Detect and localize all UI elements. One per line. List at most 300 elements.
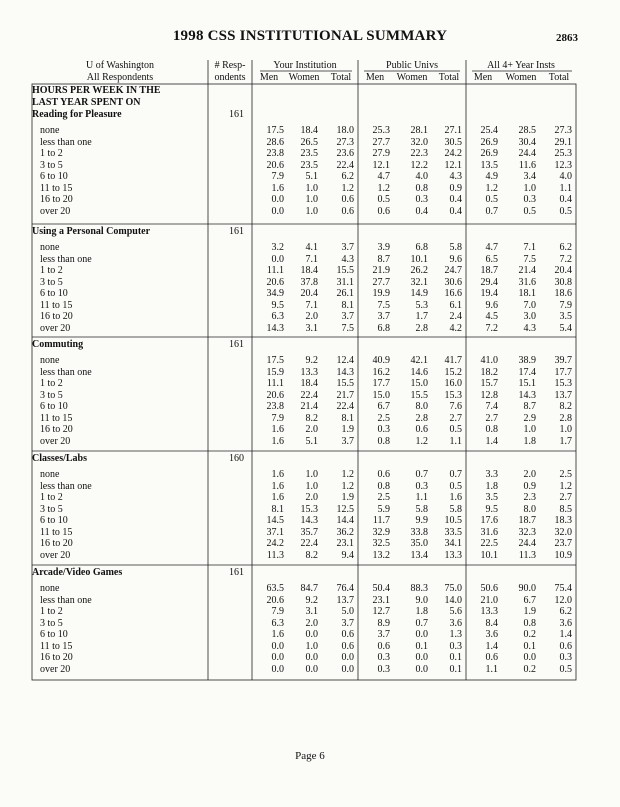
table-cell: 19.4 xyxy=(480,288,498,299)
table-cell: 5.8 xyxy=(415,503,428,515)
table-cell: 0.5 xyxy=(559,205,572,217)
table-cell: 3.7 xyxy=(377,629,390,640)
table-cell: 3.7 xyxy=(341,242,354,253)
table-cell: 34.9 xyxy=(266,288,284,299)
table-cell: 1.0 xyxy=(305,205,318,217)
table-cell: 3.6 xyxy=(559,617,572,629)
table-cell: 0.7 xyxy=(415,617,428,629)
table-cell: 37.8 xyxy=(300,276,318,288)
table-cell: 0.0 xyxy=(271,663,284,675)
table-cell: 12.1 xyxy=(444,159,462,171)
row-label: none xyxy=(40,355,60,366)
table-cell: 1.2 xyxy=(341,480,354,492)
section-title: Commuting xyxy=(32,339,84,350)
section-title: Reading for Pleasure xyxy=(32,109,122,120)
table-cell: 33.5 xyxy=(444,526,462,538)
table-cell: 9.5 xyxy=(271,299,284,311)
table-cell: 4.3 xyxy=(341,253,354,265)
table-cell: 0.0 xyxy=(523,652,536,663)
row-label: 11 to 15 xyxy=(40,640,73,652)
table-cell: 20.6 xyxy=(266,594,284,606)
table-cell: 9.5 xyxy=(485,503,498,515)
table-cell: 14.9 xyxy=(410,288,428,299)
table-cell: 1.8 xyxy=(415,606,428,617)
table-cell: 31.1 xyxy=(336,276,354,288)
table-cell: 18.7 xyxy=(518,515,536,526)
table-cell: 30.5 xyxy=(444,136,462,148)
table-cell: 0.5 xyxy=(559,663,572,675)
row-label: over 20 xyxy=(40,435,71,447)
table-cell: 17.7 xyxy=(372,378,390,389)
table-cell: 36.2 xyxy=(336,526,354,538)
table-cell: 8.1 xyxy=(271,503,284,515)
page-title: 1998 CSS INSTITUTIONAL SUMMARY xyxy=(172,28,448,44)
table-cell: 7.6 xyxy=(449,401,462,412)
table-cell: 2.9 xyxy=(523,412,536,424)
table-cell: 14.5 xyxy=(266,515,284,526)
table-cell: 18.4 xyxy=(300,125,318,136)
table-cell: 23.5 xyxy=(300,148,318,159)
table-cell: 0.3 xyxy=(415,194,428,205)
table-cell: 1.6 xyxy=(271,629,284,640)
table-cell: 0.6 xyxy=(341,629,354,640)
table-cell: 8.1 xyxy=(341,412,354,424)
table-cell: 30.6 xyxy=(444,276,462,288)
table-cell: 3.3 xyxy=(485,469,498,480)
row-label: over 20 xyxy=(40,205,71,217)
table-cell: 0.3 xyxy=(377,424,390,435)
table-cell: 0.2 xyxy=(523,629,536,640)
table-cell: 3.7 xyxy=(341,311,354,322)
table-cell: 13.3 xyxy=(444,549,462,561)
table-cell: 15.1 xyxy=(518,378,536,389)
table-cell: 25.3 xyxy=(372,125,390,136)
top-heading-line-2: LAST YEAR SPENT ON xyxy=(32,97,141,108)
table-cell: 14.4 xyxy=(336,515,354,526)
subcol-total: Total xyxy=(438,72,460,83)
table-cell: 7.9 xyxy=(559,299,572,311)
table-cell: 16.0 xyxy=(444,378,462,389)
table-cell: 15.2 xyxy=(444,366,462,378)
table-cell: 2.8 xyxy=(415,322,428,334)
table-cell: 50.6 xyxy=(480,583,498,594)
table-cell: 7.2 xyxy=(485,322,498,334)
table-cell: 22.5 xyxy=(480,538,498,549)
row-label: 3 to 5 xyxy=(40,503,63,515)
table-cell: 7.1 xyxy=(523,242,536,253)
table-cell: 16.6 xyxy=(444,288,462,299)
table-cell: 15.9 xyxy=(266,366,284,378)
table-cell: 33.8 xyxy=(410,526,428,538)
table-cell: 3.7 xyxy=(341,617,354,629)
table-cell: 0.3 xyxy=(377,652,390,663)
table-cell: 0.5 xyxy=(449,480,462,492)
table-cell: 0.5 xyxy=(449,424,462,435)
table-cell: 2.7 xyxy=(449,412,462,424)
table-cell: 14.3 xyxy=(300,515,318,526)
table-cell: 8.2 xyxy=(559,401,572,412)
subcol-women: Women xyxy=(505,72,537,83)
table-cell: 20.6 xyxy=(266,159,284,171)
table-cell: 15.3 xyxy=(554,378,572,389)
table-cell: 22.4 xyxy=(336,159,354,171)
table-cell: 18.2 xyxy=(480,366,498,378)
table-cell: 3.4 xyxy=(523,171,536,182)
table-cell: 12.8 xyxy=(480,389,498,401)
table-cell: 3.2 xyxy=(271,242,284,253)
table-cell: 1.4 xyxy=(485,435,498,447)
row-label: less than one xyxy=(40,594,92,606)
group-your-institution: Your Institution xyxy=(273,60,337,71)
table-cell: 13.2 xyxy=(372,549,390,561)
table-cell: 31.6 xyxy=(480,526,498,538)
table-cell: 1.0 xyxy=(523,182,536,194)
table-cell: 1.9 xyxy=(523,606,536,617)
table-cell: 11.1 xyxy=(266,265,284,276)
table-cell: 17.7 xyxy=(554,366,572,378)
table-cell: 18.4 xyxy=(300,265,318,276)
table-cell: 0.4 xyxy=(449,205,462,217)
table-cell: 28.5 xyxy=(518,125,536,136)
table-cell: 21.9 xyxy=(372,265,390,276)
table-cell: 8.2 xyxy=(305,549,318,561)
row-label: over 20 xyxy=(40,549,71,561)
table-cell: 1.7 xyxy=(415,311,428,322)
table-cell: 7.5 xyxy=(341,322,354,334)
table-cell: 0.1 xyxy=(415,640,428,652)
table-cell: 0.6 xyxy=(377,640,390,652)
table-cell: 0.1 xyxy=(523,640,536,652)
table-cell: 0.4 xyxy=(415,205,428,217)
table-cell: 0.0 xyxy=(415,652,428,663)
table-cell: 0.0 xyxy=(341,652,354,663)
table-cell: 10.9 xyxy=(554,549,572,561)
table-cell: 8.2 xyxy=(305,412,318,424)
table-cell: 31.6 xyxy=(518,276,536,288)
row-label: 3 to 5 xyxy=(40,389,63,401)
table-cell: 1.2 xyxy=(485,182,498,194)
section-title: Arcade/Video Games xyxy=(32,567,123,578)
table-cell: 0.0 xyxy=(271,253,284,265)
table-cell: 0.0 xyxy=(271,205,284,217)
table-cell: 23.6 xyxy=(336,148,354,159)
section-respondents: 161 xyxy=(229,226,244,237)
table-cell: 1.6 xyxy=(271,182,284,194)
resp-col-header-1: # Resp- xyxy=(214,60,246,71)
table-cell: 4.3 xyxy=(523,322,536,334)
table-cell: 2.8 xyxy=(559,412,572,424)
table-cell: 4.7 xyxy=(485,242,498,253)
table-cell: 23.1 xyxy=(336,538,354,549)
table-cell: 11.3 xyxy=(518,549,536,561)
table-cell: 8.7 xyxy=(377,253,390,265)
table-cell: 4.5 xyxy=(485,311,498,322)
table-cell: 9.6 xyxy=(485,299,498,311)
table-cell: 0.8 xyxy=(415,182,428,194)
table-cell: 18.1 xyxy=(518,288,536,299)
table-cell: 1.6 xyxy=(271,469,284,480)
table-cell: 32.5 xyxy=(372,538,390,549)
table-cell: 0.3 xyxy=(449,640,462,652)
page-footer: Page 6 xyxy=(295,750,325,762)
table-cell: 0.5 xyxy=(485,194,498,205)
table-cell: 4.2 xyxy=(449,322,462,334)
table-cell: 26.2 xyxy=(410,265,428,276)
table-cell: 15.0 xyxy=(372,389,390,401)
table-cell: 0.7 xyxy=(449,469,462,480)
table-cell: 5.8 xyxy=(449,503,462,515)
table-cell: 3.7 xyxy=(377,311,390,322)
table-cell: 11.3 xyxy=(266,549,284,561)
table-cell: 9.9 xyxy=(415,515,428,526)
table-cell: 6.7 xyxy=(523,594,536,606)
table-cell: 14.3 xyxy=(518,389,536,401)
row-label: 16 to 20 xyxy=(40,424,73,435)
table-cell: 25.3 xyxy=(554,148,572,159)
table-cell: 37.1 xyxy=(266,526,284,538)
table-cell: 5.0 xyxy=(341,606,354,617)
table-cell: 3.0 xyxy=(523,311,536,322)
table-cell: 76.4 xyxy=(336,583,354,594)
table-cell: 0.6 xyxy=(341,194,354,205)
table-cell: 0.8 xyxy=(523,617,536,629)
table-cell: 0.9 xyxy=(449,182,462,194)
table-cell: 28.6 xyxy=(266,136,284,148)
table-cell: 29.1 xyxy=(554,136,572,148)
table-cell: 41.0 xyxy=(480,355,498,366)
table-cell: 26.9 xyxy=(480,148,498,159)
table-cell: 0.0 xyxy=(305,629,318,640)
table-cell: 4.0 xyxy=(559,171,572,182)
table-cell: 7.9 xyxy=(271,606,284,617)
table-cell: 23.1 xyxy=(372,594,390,606)
table-cell: 6.7 xyxy=(377,401,390,412)
row-label: 1 to 2 xyxy=(40,265,63,276)
table-cell: 3.5 xyxy=(559,311,572,322)
table-cell: 5.1 xyxy=(305,435,318,447)
table-cell: 1.6 xyxy=(271,492,284,503)
table-cell: 1.1 xyxy=(559,182,572,194)
table-cell: 6.2 xyxy=(559,606,572,617)
table-cell: 1.4 xyxy=(485,640,498,652)
table-cell: 34.1 xyxy=(444,538,462,549)
table-cell: 0.6 xyxy=(559,640,572,652)
subcol-women: Women xyxy=(396,72,428,83)
table-cell: 7.2 xyxy=(559,253,572,265)
table-cell: 40.9 xyxy=(372,355,390,366)
table-cell: 0.6 xyxy=(341,205,354,217)
table-cell: 38.9 xyxy=(518,355,536,366)
table-cell: 14.3 xyxy=(266,322,284,334)
row-label: 3 to 5 xyxy=(40,276,63,288)
table-cell: 17.5 xyxy=(266,125,284,136)
institution-name: U of Washington xyxy=(86,60,154,71)
table-cell: 1.2 xyxy=(341,469,354,480)
table-cell: 1.6 xyxy=(271,424,284,435)
table-cell: 3.6 xyxy=(485,629,498,640)
table-cell: 75.4 xyxy=(554,583,572,594)
row-label: 16 to 20 xyxy=(40,652,73,663)
table-cell: 1.7 xyxy=(559,435,572,447)
table-cell: 1.2 xyxy=(377,182,390,194)
row-label: 11 to 15 xyxy=(40,526,73,538)
section-respondents: 160 xyxy=(229,453,244,464)
table-cell: 3.1 xyxy=(305,606,318,617)
table-cell: 6.3 xyxy=(271,617,284,629)
table-cell: 4.7 xyxy=(377,171,390,182)
table-cell: 6.2 xyxy=(559,242,572,253)
table-cell: 26.5 xyxy=(300,136,318,148)
group-all-4yr: All 4+ Year Insts xyxy=(487,60,555,71)
table-cell: 8.1 xyxy=(341,299,354,311)
table-cell: 29.4 xyxy=(480,276,498,288)
table-cell: 3.7 xyxy=(341,435,354,447)
table-cell: 24.4 xyxy=(518,538,536,549)
table-cell: 20.4 xyxy=(554,265,572,276)
row-label: 1 to 2 xyxy=(40,378,63,389)
table-cell: 15.3 xyxy=(300,503,318,515)
table-cell: 2.0 xyxy=(305,617,318,629)
table-cell: 1.6 xyxy=(449,492,462,503)
table-cell: 24.2 xyxy=(266,538,284,549)
table-cell: 0.3 xyxy=(415,480,428,492)
table-cell: 2.3 xyxy=(523,492,536,503)
row-label: less than one xyxy=(40,253,92,265)
table-cell: 1.0 xyxy=(305,469,318,480)
table-cell: 12.3 xyxy=(554,159,572,171)
table-cell: 1.2 xyxy=(559,480,572,492)
table-cell: 0.9 xyxy=(523,480,536,492)
table-cell: 75.0 xyxy=(444,583,462,594)
table-cell: 20.6 xyxy=(266,389,284,401)
table-cell: 32.0 xyxy=(410,136,428,148)
section-respondents: 161 xyxy=(229,339,244,350)
table-cell: 0.2 xyxy=(523,663,536,675)
table-cell: 15.5 xyxy=(410,389,428,401)
table-cell: 8.7 xyxy=(523,401,536,412)
subcol-total: Total xyxy=(548,72,570,83)
respondents-group: All Respondents xyxy=(86,72,154,83)
table-cell: 1.4 xyxy=(559,629,572,640)
row-label: 1 to 2 xyxy=(40,148,63,159)
table-cell: 19.9 xyxy=(372,288,390,299)
table-cell: 10.1 xyxy=(480,549,498,561)
row-label: 11 to 15 xyxy=(40,182,73,194)
table-cell: 6.8 xyxy=(415,242,428,253)
table-cell: 16.2 xyxy=(372,366,390,378)
table-cell: 18.6 xyxy=(554,288,572,299)
table-cell: 23.8 xyxy=(266,148,284,159)
table-cell: 8.0 xyxy=(523,503,536,515)
table-cell: 6.8 xyxy=(377,322,390,334)
table-cell: 1.0 xyxy=(305,194,318,205)
table-cell: 3.5 xyxy=(485,492,498,503)
table-cell: 12.5 xyxy=(336,503,354,515)
table-cell: 27.7 xyxy=(372,276,390,288)
table-cell: 1.0 xyxy=(305,182,318,194)
table-cell: 9.2 xyxy=(305,594,318,606)
table-cell: 5.9 xyxy=(377,503,390,515)
row-label: none xyxy=(40,583,60,594)
table-cell: 11.1 xyxy=(266,378,284,389)
table-cell: 20.4 xyxy=(300,288,318,299)
table-cell: 27.9 xyxy=(372,148,390,159)
table-cell: 6.2 xyxy=(341,171,354,182)
table-cell: 12.7 xyxy=(372,606,390,617)
table-cell: 1.2 xyxy=(415,435,428,447)
table-cell: 5.1 xyxy=(305,171,318,182)
table-cell: 1.8 xyxy=(485,480,498,492)
table-cell: 27.7 xyxy=(372,136,390,148)
table-cell: 1.1 xyxy=(485,663,498,675)
table-cell: 24.7 xyxy=(444,265,462,276)
table-cell: 42.1 xyxy=(410,355,428,366)
table-cell: 32.3 xyxy=(518,526,536,538)
table-cell: 8.5 xyxy=(559,503,572,515)
section-title: Classes/Labs xyxy=(32,453,88,464)
row-label: none xyxy=(40,469,60,480)
table-cell: 32.9 xyxy=(372,526,390,538)
table-cell: 1.6 xyxy=(271,435,284,447)
group-public-univs: Public Univs xyxy=(386,60,438,71)
row-label: 6 to 10 xyxy=(40,629,68,640)
table-cell: 7.9 xyxy=(271,412,284,424)
table-cell: 0.8 xyxy=(377,435,390,447)
row-label: 3 to 5 xyxy=(40,159,63,171)
table-cell: 0.0 xyxy=(305,652,318,663)
table-cell: 9.0 xyxy=(415,594,428,606)
table-cell: 9.2 xyxy=(305,355,318,366)
subcol-total: Total xyxy=(330,72,352,83)
table-cell: 2.0 xyxy=(523,469,536,480)
table-cell: 4.9 xyxy=(485,171,498,182)
table-cell: 2.5 xyxy=(559,469,572,480)
table-cell: 13.7 xyxy=(336,594,354,606)
table-cell: 5.8 xyxy=(449,242,462,253)
table-cell: 18.0 xyxy=(336,125,354,136)
table-cell: 2.7 xyxy=(485,412,498,424)
table-cell: 7.1 xyxy=(305,253,318,265)
table-cell: 0.4 xyxy=(449,194,462,205)
table-cell: 1.9 xyxy=(341,424,354,435)
table-cell: 1.0 xyxy=(305,480,318,492)
table-cell: 63.5 xyxy=(266,583,284,594)
table-cell: 21.7 xyxy=(336,389,354,401)
table-cell: 0.6 xyxy=(415,424,428,435)
table-cell: 6.3 xyxy=(271,311,284,322)
table-cell: 88.3 xyxy=(410,583,428,594)
table-cell: 18.4 xyxy=(300,378,318,389)
table-cell: 7.5 xyxy=(523,253,536,265)
table-cell: 32.1 xyxy=(410,276,428,288)
row-label: 6 to 10 xyxy=(40,288,68,299)
section-title: Using a Personal Computer xyxy=(32,226,151,237)
row-label: less than one xyxy=(40,366,92,378)
table-cell: 11.6 xyxy=(518,159,536,171)
table-cell: 23.8 xyxy=(266,401,284,412)
row-label: over 20 xyxy=(40,322,71,334)
table-cell: 1.0 xyxy=(305,640,318,652)
row-label: 16 to 20 xyxy=(40,194,73,205)
table-cell: 23.7 xyxy=(554,538,572,549)
table-cell: 0.0 xyxy=(271,194,284,205)
table-cell: 3.9 xyxy=(377,242,390,253)
table-cell: 4.0 xyxy=(415,171,428,182)
table-cell: 17.5 xyxy=(266,355,284,366)
row-label: 1 to 2 xyxy=(40,606,63,617)
table-cell: 21.0 xyxy=(480,594,498,606)
resp-col-header-2: ondents xyxy=(214,72,246,83)
